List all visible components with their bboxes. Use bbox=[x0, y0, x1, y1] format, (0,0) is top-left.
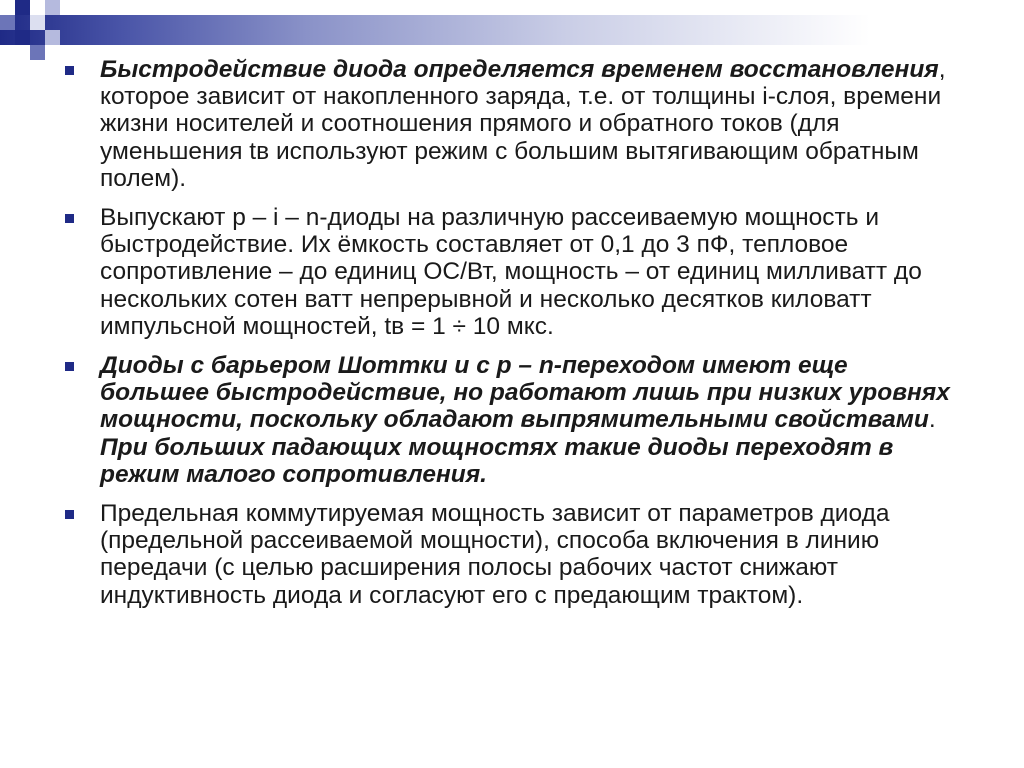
slide-body bbox=[62, 56, 962, 621]
bullet-text-emphasis: Диоды с барьером Шоттки и с p – n-переходом имеют еще большее быстродействие, но работают лишь при низких уровнях мощности, поскольку обладают выпрямительными свойствами bbox=[100, 352, 950, 434]
bullet-item bbox=[62, 56, 962, 192]
bullet-text: Предельная коммутируемая мощность зависит от параметров диода (предельной рассеиваемой мощности), способа включения в линию передачи (с целью расширения полосы рабочих частот снижают индуктивность диода и согласуют его с предающим трактом). bbox=[100, 500, 890, 609]
decor-square bbox=[15, 30, 30, 45]
square-bullet-icon bbox=[65, 66, 74, 75]
square-bullet-icon bbox=[65, 362, 74, 371]
bullet-item bbox=[62, 204, 962, 340]
bullet-item bbox=[62, 500, 962, 609]
decor-square bbox=[30, 45, 45, 60]
bullet-list bbox=[62, 56, 962, 609]
bullet-text-emphasis: Быстродействие диода определяется временем восстановления bbox=[100, 56, 939, 83]
bullet-text: . bbox=[928, 406, 936, 434]
bullet-text: Выпускают p – i – n-диоды на различную рассеиваемую мощность и быстродействие. Их ёмкость составляет от 0,1 до 3 пФ, тепловое сопротивление – до единиц ОС/Вт, мощность – от единиц милливатт до нескольких сотен ватт непрерывной и несколько десятков киловатт импульсной мощностей, tв = 1 ÷ 10 мкс. bbox=[100, 204, 922, 340]
bullet-item bbox=[62, 352, 962, 488]
decor-square bbox=[45, 0, 60, 15]
decor-square bbox=[45, 30, 60, 45]
decor-square bbox=[15, 0, 30, 15]
bullet-text: , которое зависит от накопленного заряда, т.е. от толщины i-слоя, времени жизни носителей и соотношения прямого и обратного токов (для уменьшения tв используют режим с большим вытягивающим обратным полем). bbox=[100, 56, 946, 192]
header-banner bbox=[0, 15, 1024, 45]
decor-square bbox=[30, 15, 45, 30]
bullet-text-emphasis: При больших падающих мощностях такие диоды переходят в режим малого сопротивления. bbox=[100, 433, 894, 488]
square-bullet-icon bbox=[65, 214, 74, 223]
square-bullet-icon bbox=[65, 510, 74, 519]
decor-square bbox=[0, 15, 15, 30]
